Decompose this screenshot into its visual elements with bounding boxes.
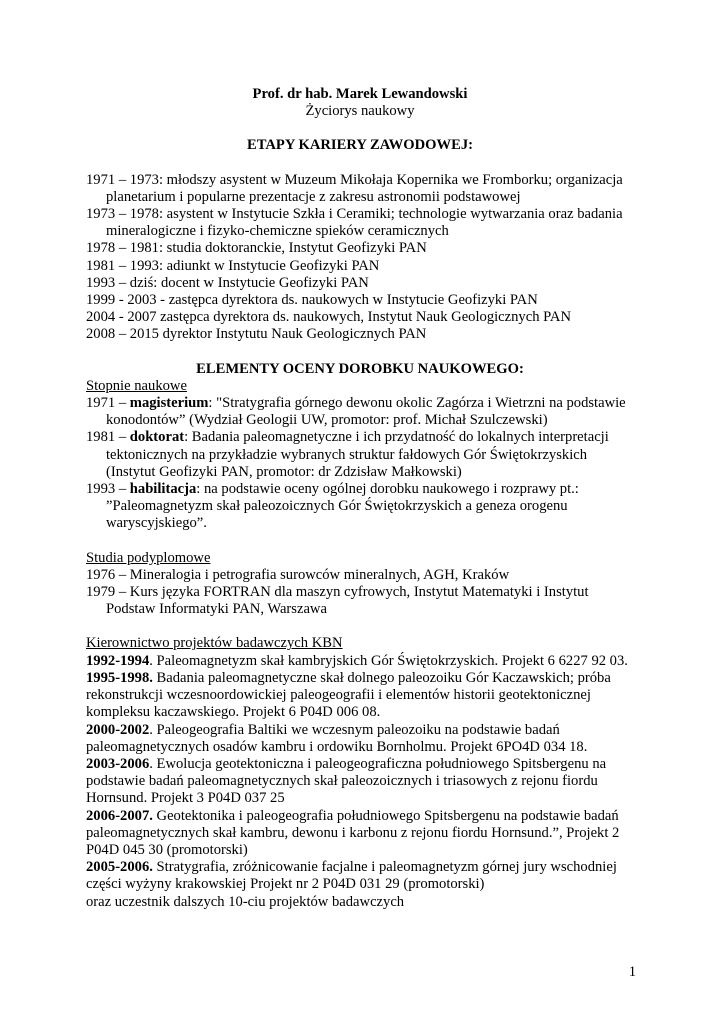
degree-type: magisterium (129, 395, 209, 412)
projects-footer: oraz uczestnik dalszych 10-ciu projektów badawczych (86, 893, 405, 910)
postgrad-list (86, 567, 634, 619)
project-item: 2005-2006. Stratygrafia, zróżnicowanie facjalne i paleomagnetyzm górnej jury wschodniej części wyżyny krakowskiej Projekt nr 2 P04D 031 29 (promotorski) (86, 859, 617, 893)
postgrad-title: Studia podyplomowe (86, 549, 211, 566)
title-block (86, 86, 634, 120)
author-name: Prof. dr hab. Marek Lewandowski (252, 86, 468, 102)
projects-list (86, 653, 634, 911)
project-item: 1995-1998. Badania paleomagnetyczne skał dolnego paleozoiku Gór Kaczawskich; próba rekonstrukcji wczesnoordowickiej paleogeografii i elementów historii geotektonicznej kompleksu kaczawskiego. Projekt 6 P04D 006 08. (86, 669, 611, 721)
degrees-title: Stopnie naukowe (86, 377, 187, 394)
project-item: 1992-1994. Paleomagnetyzm skał kambryjskich Gór Świętokrzyskich. Projekt 6 6227 92 03. (86, 652, 628, 669)
project-years: 1992-1994 (86, 652, 150, 669)
project-years: 2003-2006 (86, 755, 150, 772)
project-item: 2003-2006. Ewolucja geotektoniczna i paleogeograficzna południowego Spitsbergenu na podstawie badań paleomagnetycznych skał paleozoicznych i triasowych z rejonu fiordu Hornsund. Projekt 3 P04D 037 25 (86, 755, 607, 807)
project-years: 2005-2006. (86, 859, 153, 876)
career-item: 1981 – 1993: adiunkt w Instytucie Geofizyki PAN (86, 257, 380, 274)
project-item: 2006-2007. Geotektonika i paleogeografia południowego Spitsbergenu na podstawie badań paleomagnetycznych skał kambru, dewonu i karbonu z rejonu fiordu Hornsund.”, Projekt 2 P04D 045 30 (promotorski) (86, 807, 620, 858)
document-subtitle: Życiorys naukowy (305, 103, 415, 120)
career-item: 1978 – 1981: studia doktoranckie, Instytut Geofizyki PAN (86, 240, 427, 257)
career-item: 1971 – 1973: młodszy asystent w Muzeum Mikołaja Kopernika we Fromborku; organizacja planetarium i popularne prezentacje z zakresu astronomii podstawowej (86, 171, 623, 205)
career-item: 2004 - 2007 zastępca dyrektora ds. naukowych, Instytut Nauk Geologicznych PAN (86, 309, 571, 326)
project-item: 2000-2002. Paleogeografia Baltiki we wczesnym paleozoiku na podstawie badań paleomagnetycznych osadów kambru i ordowiku Bornholmu. Projekt 6PO4D 034 18. (86, 721, 588, 755)
degree-type: doktorat (129, 429, 185, 446)
postgrad-item: 1979 – Kurs języka FORTRAN dla maszyn cyfrowych, Instytut Matematyki i Instytut Podstaw Informatyki PAN, Warszawa (86, 584, 589, 618)
career-item: 2008 – 2015 dyrektor Instytutu Nauk Geologicznych PAN (86, 326, 427, 343)
career-item: 1993 – dziś: docent w Instytucie Geofizyki PAN (86, 274, 369, 291)
postgrad-item: 1976 – Mineralogia i petrografia surowców mineralnych, AGH, Kraków (86, 566, 510, 583)
project-years: 1995-1998. (86, 669, 153, 686)
career-heading: ETAPY KARIERY ZAWODOWEJ: (247, 137, 473, 154)
page-number: 1 (628, 964, 636, 980)
project-years: 2006-2007. (86, 807, 153, 824)
degree-item: 1971 – magisterium: "Stratygrafia górnego dewonu okolic Zagórza i Wietrzni na podstawie konodontów” (Wydział Geologii UW, promotor: prof. Michał Szulczewski) (86, 395, 626, 429)
evaluation-heading: ELEMENTY OCENY DOROBKU NAUKOWEGO: (196, 360, 524, 377)
degrees-list (86, 395, 634, 533)
degree-type: habilitacja (129, 481, 197, 498)
career-list (86, 172, 634, 344)
project-years: 2000-2002 (86, 721, 150, 738)
projects-title: Kierownictwo projektów badawczych KBN (86, 635, 343, 652)
degree-item: 1981 – doktorat: Badania paleomagnetyczne i ich przydatność do lokalnych interpretacji tektonicznych na przykładzie wybranych struktur fałdowych Gór Świętokrzyskich (Instytut Geofizyki PAN, promotor: dr Zdzisław Małkowski) (86, 429, 609, 480)
degree-item: 1993 – habilitacja: na podstawie oceny ogólnej dorobku naukowego i rozprawy pt.: ”Paleomagnetyzm skał paleozoicznych Gór Świętokrzyskich a geneza orogenu waryscyjskiego”. (86, 481, 579, 532)
career-item: 1999 - 2003 - zastępca dyrektora ds. naukowych w Instytucie Geofizyki PAN (86, 292, 538, 309)
career-item: 1973 – 1978: asystent w Instytucie Szkła i Ceramiki; technologie wytwarzania oraz badania mineralogiczne i fizyko-chemiczne spieków ceramicznych (86, 206, 623, 240)
